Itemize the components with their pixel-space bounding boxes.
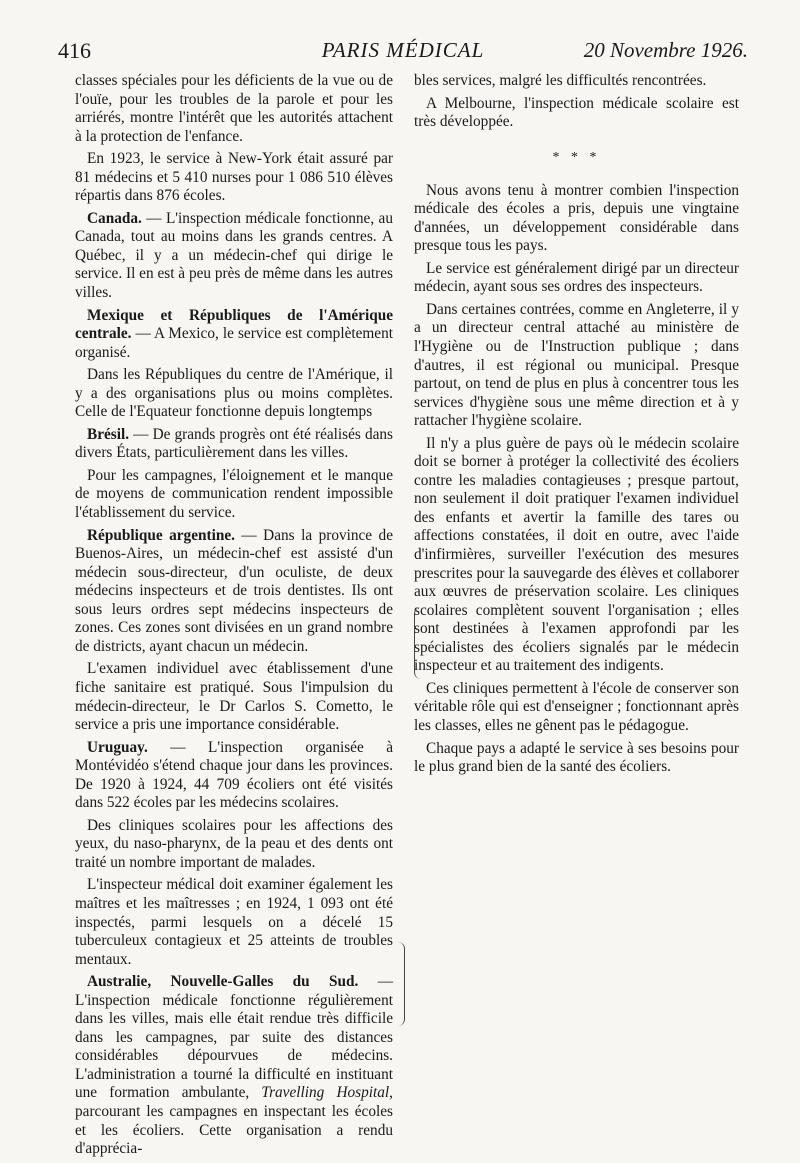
- paragraph: Dans certaines contrées, comme en Angleterre, il y a un directeur central attaché au ministère de l'Hygiène ou de l'Instruction publique ; dans d'autres, il est régional ou municipal. Presque partout, on tend de plus en plus à concentrer tous les services d'hygiène sous une même direction et à y rattacher l'hygiène scolaire.: [414, 300, 739, 430]
- paragraph: Chaque pays a adapté le service à ses besoins pour le plus grand bien de la santé des écoliers.: [414, 739, 739, 776]
- page-number: 416: [58, 38, 91, 63]
- issue-date: 20 Novembre 1926.: [583, 38, 748, 62]
- section-text: — L'inspection médicale fonctionne régulièrement dans les villes, mais elle était rendue très difficile dans les campagnes, par suite des distances considérables dépourvues de médecins. L'administration a tourné la difficulté en instituant une formation ambulante,: [75, 973, 393, 1102]
- paragraph: bles services, malgré les difficultés rencontrées.: [414, 72, 707, 89]
- section-heading: Australie, Nouvelle-Galles du Sud.: [87, 973, 359, 991]
- section-argentine: [75, 527, 393, 657]
- paragraph: Le service est généralement dirigé par un directeur médecin, ayant sous ses ordres des inspecteurs.: [414, 259, 739, 296]
- section-text: , parcourant les campagnes en inspectant les écoles et les écoliers. Cette organisation a rendu d'apprécia-: [75, 1084, 393, 1158]
- paragraph: Il n'y a plus guère de pays où le médecin scolaire doit se borner à protéger la collectivité des écoliers contre les maladies contagieuses ; presque partout, non seulement il doit pratiquer l'examen individuel des enfants et avertir la famille des tares ou affections constatées, il doit en outre, avec l'aide d'infirmières, surveiller l'exécution des mesures prescrites pour la sauvegarde des élèves et collaborer aux œuvres de préservation scolaire. Les cliniques scolaires complètent souvent l'organisation ; elles sont destinées à l'examen approfondi par les spécialistes des écoliers signalés par le médecin inspecteur et au traitement des indigents.: [414, 434, 739, 675]
- section-heading: Canada.: [87, 209, 142, 227]
- paragraph: L'inspecteur médical doit examiner également les maîtres et les maîtresses ; en 1924, 1 093 ont été inspectés, parmi lesquels on a décelé 15 tuberculeux contagieux et 25 atteints de troubles mentaux.: [75, 876, 393, 968]
- section-canada: [75, 210, 393, 303]
- section-divider-asterism: * * *: [552, 149, 601, 165]
- paragraph: Des cliniques scolaires pour les affections des yeux, du naso-pharynx, de la peau et des dents ont traité un nombre important de malades.: [75, 816, 393, 871]
- section-heading: Brésil.: [87, 425, 130, 443]
- section-text: — L'inspection organisée à Montévidéo s'étend chaque jour dans les provinces. De 1920 à 1924, 44 709 écoliers ont été visités dans 522 écoles par les médecins scolaires.: [75, 738, 393, 812]
- section-heading: République argentine.: [87, 526, 235, 544]
- section-uruguay: [75, 739, 393, 813]
- paragraph: classes spéciales pour les déficients de la vue ou de l'ouïe, pour les troubles de la parole et pour les arriérés, montre l'intérêt que les autorités attachent à la protection de l'enfance.: [75, 72, 393, 145]
- section-text: — L'inspection médicale fonctionne, au Canada, tout au moins dans les grands centres. A Québec, il y a un médecin-chef qui dirige le service. Il en est à peu près de même dans les autres villes.: [75, 209, 393, 302]
- section-text: — Dans la province de Buenos-Aires, un médecin-chef est assisté d'un médecin sous-directeur, d'un oculiste, de deux médecins inspecteurs et de trois dentistes. Ils ont sous leurs ordres sept médecins inspecteurs de zones. Ces zones sont divisées en un grand nombre de districts, ayant chacun un médecin.: [75, 526, 393, 655]
- section-australie: [75, 973, 393, 1158]
- journal-title: PARIS MÉDICAL: [321, 38, 485, 62]
- section-heading: Uruguay.: [87, 738, 148, 756]
- paragraph: En 1923, le service à New-York était assuré par 81 médecins et 5 410 nurses pour 1 086 510 élèves répartis dans 876 écoles.: [75, 150, 393, 205]
- paragraph: Ces cliniques permettent à l'école de conserver son véritable rôle qui est d'enseigner ; fonctionnant après les classes, elles ne gênent pas le pédagogue.: [414, 679, 739, 734]
- section-text: — De grands progrès ont été réalisés dans divers États, particulièrement dans les villes.: [75, 425, 393, 462]
- right-column: [414, 72, 739, 781]
- section-mexique: [75, 307, 393, 363]
- section-text: — A Mexico, le service est complètement organisé.: [75, 325, 393, 361]
- paragraph: Nous avons tenu à montrer combien l'inspection médicale des écoles a pris, depuis une vingtaine d'années, un développement considérable dans presque tous les pays.: [414, 181, 739, 255]
- paragraph: Dans les Républiques du centre de l'Amérique, il y a des organisations plus ou moins complètes. Celle de l'Equateur fonctionne depuis longtemps: [75, 366, 393, 421]
- section-bresil: [75, 426, 393, 463]
- left-column: [75, 72, 393, 1163]
- paragraph: A Melbourne, l'inspection médicale scolaire est très développée.: [414, 94, 739, 131]
- section-heading: Mexique et Républiques de l'Amérique centrale.: [75, 306, 393, 343]
- margin-bracket-mark: [398, 942, 405, 1026]
- paragraph: Pour les campagnes, l'éloignement et le manque de moyens de communication rendent impossible l'établissement du service.: [75, 466, 393, 522]
- paragraph: L'examen individuel avec établissement d'une fiche sanitaire est pratiqué. Sous l'impulsion du médecin-directeur, le Dr Carlos S. Cometto, le service a pris une importance considérable.: [75, 660, 393, 734]
- italic-term: Travelling Hospital: [261, 1084, 390, 1102]
- margin-bracket-mark: [414, 607, 421, 679]
- running-header: [58, 38, 748, 64]
